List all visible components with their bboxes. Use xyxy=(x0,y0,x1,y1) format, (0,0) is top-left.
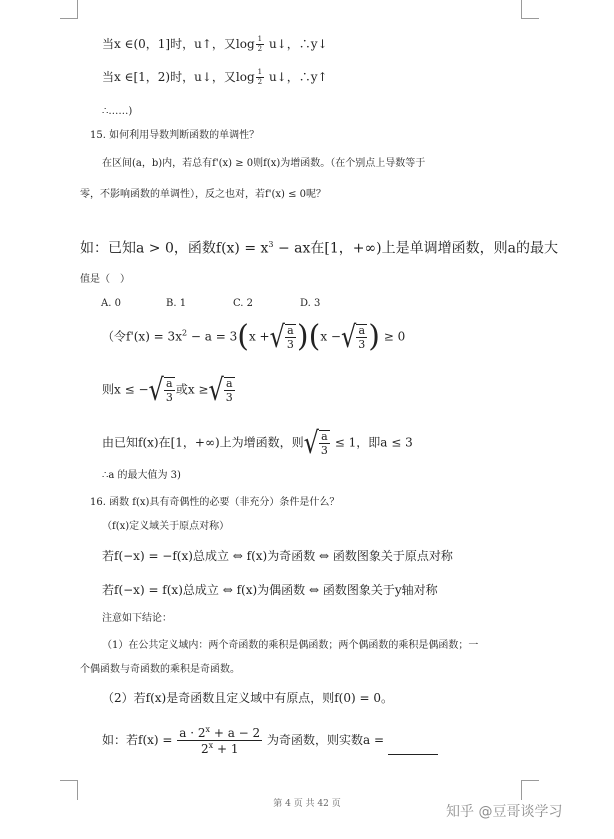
line-interval-1 xyxy=(102,36,328,53)
sqrt-a-over-3-3: √ $\frac{a}{3}$ xyxy=(148,372,173,408)
ex1-text-a: 如：已知a > 0，函数f(x) = x xyxy=(80,240,269,257)
ex1-text-b: − ax在[1，+∞)上是单调增函数，则a的最大 xyxy=(273,240,558,257)
ex2-den-sup: x xyxy=(208,741,214,750)
paren-open-2: ( xyxy=(308,319,321,354)
example-1-cont: 值是（ ） xyxy=(80,274,130,285)
log-base-fraction xyxy=(256,36,264,53)
s3-a: 由已知f(x)在[1，+∞)上为增函数，则 xyxy=(102,435,304,450)
s1-sup: 2 xyxy=(181,328,188,338)
ex2-a: 如：若f(x) = xyxy=(102,733,173,747)
watermark: 知乎 @豆哥谈学习 xyxy=(446,804,563,820)
ex2-num-sup: x xyxy=(205,725,211,734)
corner-mark-tr-h xyxy=(521,18,539,19)
ex2-numerator xyxy=(177,726,262,741)
question-15: 15. 如何利用导数判断函数的单调性？ xyxy=(90,130,260,141)
s1-c: x + xyxy=(248,329,270,344)
frac-den-3: 3 xyxy=(165,391,173,404)
paren-close-1: ) xyxy=(296,319,309,354)
line-max-value: ∴a 的最大值为 3) xyxy=(102,470,181,481)
text-l2b: u↓，∴y↑ xyxy=(268,70,328,84)
frac-num-2: a xyxy=(358,324,366,337)
corner-mark-br-h xyxy=(521,780,539,781)
sqrt-a-over-3-1: √ $\frac{a}{3}$ xyxy=(269,319,294,355)
corner-mark-bl-h xyxy=(60,780,78,781)
log-base-den: 2 xyxy=(257,45,263,53)
line-interval-2 xyxy=(102,69,328,86)
solution-derivative xyxy=(102,319,406,355)
ex2-denominator xyxy=(199,741,240,755)
text-l2: 当x ∈[1，2)时，u↓，又log xyxy=(102,70,255,84)
page-footer: 第 4 页 共 42 页 xyxy=(273,799,341,809)
option-d: D. 3 xyxy=(300,298,321,309)
conclusion-1a: （1）在公共定义域内：两个奇函数的乘积是偶函数；两个偶函数的乘积是偶函数；一 xyxy=(102,640,479,651)
option-c: C. 2 xyxy=(233,298,254,309)
example-2 xyxy=(102,726,438,755)
paren-close-2: ) xyxy=(368,319,380,354)
sqrt-a-over-3-2: √ $\frac{a}{3}$ xyxy=(340,319,366,355)
s3-b: ≤ 1，即a ≤ 3 xyxy=(334,435,413,450)
log-base-num: 1 xyxy=(257,35,263,43)
ex2-b: 为奇函数，则实数a = xyxy=(267,733,385,747)
answer-blank xyxy=(388,740,438,755)
s2-a: 则x ≤ − xyxy=(102,382,149,397)
text-l1b: u↓，∴y↓ xyxy=(268,37,328,51)
q15-para-1: 在区间(a，b)内，若总有f'(x) ≥ 0则f(x)为增函数。（在个别点上导数等于 xyxy=(102,158,426,169)
text-l1: 当x ∈(0，1]时，u↑，又log xyxy=(102,37,255,51)
even-function-rule: 若f(−x) = f(x)总成立 ⇔ f(x)为偶函数 ⇔ 函数图象关于y轴对称 xyxy=(102,583,438,597)
frac-num-4: a xyxy=(225,377,233,390)
corner-mark-tr-v xyxy=(521,0,522,18)
ex1-sup: 3 xyxy=(268,240,274,249)
q16-para: （f(x)定义域关于原点对称） xyxy=(102,521,230,532)
s1-a: （令f'(x) = 3x xyxy=(102,329,182,344)
option-a: A. 0 xyxy=(101,298,121,309)
line-therefore: ∴……) xyxy=(102,106,133,117)
frac-num-5: a xyxy=(321,430,328,443)
solution-range xyxy=(102,372,236,408)
frac-den: 3 xyxy=(286,338,294,351)
s1-d: x − xyxy=(320,329,341,344)
example-1 xyxy=(80,241,558,256)
q15-para-2: 零，不影响函数的单调性），反之也对，若f'(x) ≤ 0呢？ xyxy=(80,189,326,200)
frac-den-2: 3 xyxy=(358,338,366,351)
option-b: B. 1 xyxy=(166,298,187,309)
frac-num: a xyxy=(287,324,294,337)
ex2-den-a: 2 xyxy=(200,742,209,756)
ex2-fraction xyxy=(177,726,262,755)
ex2-den-b: + 1 xyxy=(213,742,239,756)
sqrt-a-over-3-5: √ $\frac{a}{3}$ xyxy=(303,425,328,461)
sqrt-a-over-3-4: √ $\frac{a}{3}$ xyxy=(208,372,233,408)
note-heading: 注意如下结论： xyxy=(102,613,172,624)
s1-e: ≥ 0 xyxy=(383,329,406,344)
odd-function-rule: 若f(−x) = −f(x)总成立 ⇔ f(x)为奇函数 ⇔ 函数图象关于原点对称 xyxy=(102,549,453,563)
question-16: 16. 函数 f(x)具有奇偶性的必要（非充分）条件是什么？ xyxy=(90,497,340,508)
ex2-num-a: a · 2 xyxy=(179,726,206,740)
conclusion-2: （2）若f(x)是奇函数且定义域中有原点，则f(0) = 0。 xyxy=(102,691,393,705)
log-base-num-2: 1 xyxy=(257,68,263,76)
log-base-fraction-2 xyxy=(256,69,264,86)
conclusion-1b: 个偶函数与奇函数的乘积是奇函数。 xyxy=(80,664,240,675)
log-base-den-2: 2 xyxy=(257,78,263,86)
frac-num-3: a xyxy=(166,377,173,390)
s1-b: − a = 3 xyxy=(187,329,238,344)
solution-conclusion xyxy=(102,425,413,461)
frac-den-4: 3 xyxy=(225,391,233,404)
ex2-num-b: + a − 2 xyxy=(210,726,261,740)
frac-den-5: 3 xyxy=(320,444,328,457)
s2-b: 或x ≥ xyxy=(175,382,209,397)
paren-open-1: ( xyxy=(237,319,249,354)
corner-mark-tl-h xyxy=(60,18,78,19)
corner-mark-tl-v xyxy=(77,0,78,18)
